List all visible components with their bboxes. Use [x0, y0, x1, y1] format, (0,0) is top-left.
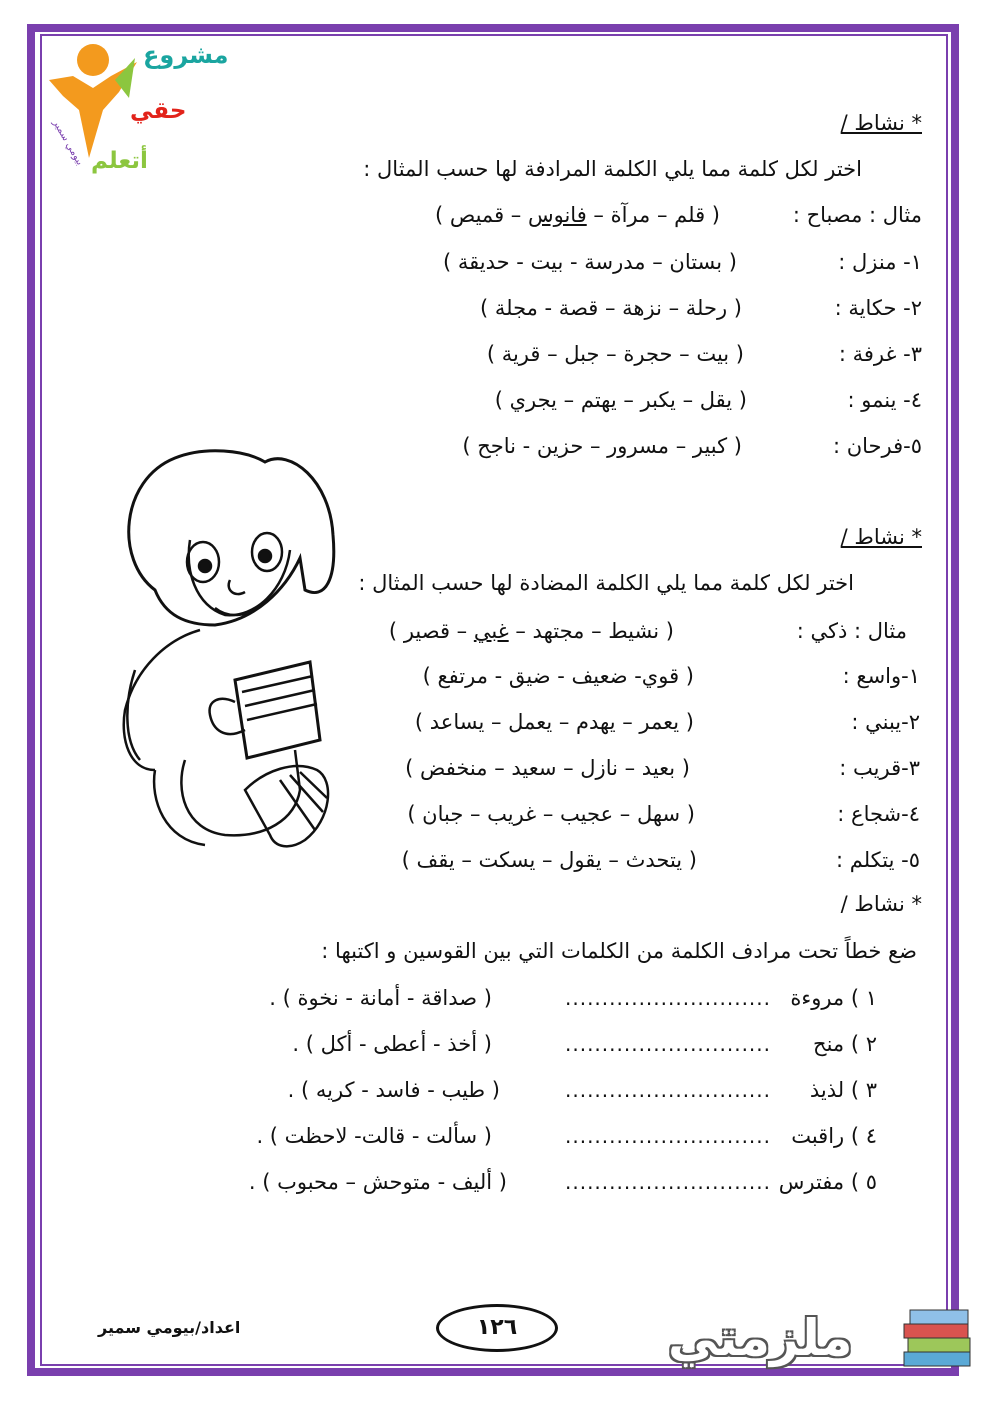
- activity-3-heading: * نشاط /: [840, 892, 922, 916]
- answer-blank[interactable]: ............................: [565, 1124, 772, 1148]
- brand-name: ملزمتي: [668, 1309, 853, 1367]
- logo-side-text: بيومي سمير: [50, 118, 86, 168]
- activity-1-item-label: ١- منزل :: [838, 250, 922, 274]
- activity-2-heading-text: * نشاط /: [840, 525, 922, 549]
- project-logo: [45, 40, 229, 190]
- activity-1-item-label: ٣- غرفة :: [838, 342, 922, 366]
- activity-2-item-label: ٤-شجاع :: [837, 802, 920, 826]
- activity-2-example-options: ( نشيط – مجتهد – غبي – قصير ): [388, 619, 674, 643]
- girl-with-book-icon: [95, 440, 350, 865]
- activity-3-item-label: ٣ ) لذيذ: [809, 1078, 877, 1102]
- activity-2-item-label: ٥- يتكلم :: [836, 848, 920, 872]
- activity-3-item-options: ( طيب - فاسد - كريه ) .: [287, 1078, 500, 1102]
- activity-3-item-label: ٥ ) مفترس: [778, 1170, 877, 1194]
- answer-blank[interactable]: ............................: [565, 1032, 772, 1056]
- activity-1-item-label: ٤- ينمو :: [847, 388, 922, 412]
- activity-2-item-options: ( بعيد – نازل – سعيد – منخفض ): [405, 756, 690, 780]
- activity-2-example-label: مثال : ذكي :: [796, 619, 907, 643]
- activity-1-example-options: ( قلم – مرآة – فانوس – قميص ): [434, 203, 720, 227]
- activity-2-heading: [841, 524, 922, 550]
- answer-blank[interactable]: ............................: [565, 1078, 772, 1102]
- activity-2-item-options: ( يتحدث – يقول – يسكت – يقف ): [401, 848, 697, 872]
- activity-3-item-options: ( سألت - قالت- لاحظت ) .: [256, 1124, 492, 1148]
- activity-3-instruction: ضع خطاً تحت مرادف الكلمة من الكلمات التي بين القوسين و اكتبها :: [321, 939, 917, 963]
- activity-2-item-label: ١-واسع :: [842, 664, 920, 688]
- activity-2-item-label: ٣-قريب :: [839, 756, 920, 780]
- page-number: ١٢٦: [436, 1304, 558, 1352]
- activity-1-item-options: ( بيت – حجرة – جبل – قرية ): [486, 342, 744, 366]
- activity-3-item-label: ١ ) مروءة: [790, 986, 877, 1010]
- activity-2-instruction: اختر لكل كلمة مما يلي الكلمة المضادة لها حسب المثال :: [358, 571, 854, 595]
- activity-3-item-options: ( أخذ - أعطى - أكل ) .: [292, 1032, 492, 1056]
- activity-1-item-options: ( كبير – مسرور – حزين - ناجح ): [462, 434, 742, 458]
- example-answer: غبي: [473, 619, 509, 643]
- logo-line-1: مشروع: [143, 41, 229, 69]
- author-credit: اعداد/بيومي سمير: [98, 1318, 241, 1337]
- activity-1-example-label: مثال : مصباح :: [792, 203, 922, 227]
- activity-3-item-options: ( أليف - متوحش – محبوب ) .: [248, 1170, 507, 1194]
- activity-1-item-options: ( رحلة – نزهة – قصة - مجلة ): [480, 296, 742, 320]
- activity-2-item-options: ( يعمر – يهدم – يعمل – يساعد ): [414, 710, 694, 734]
- activity-2-item-label: ٢-يبني :: [851, 710, 920, 734]
- activity-1-heading-text: * نشاط /: [840, 111, 922, 135]
- answer-blank[interactable]: ............................: [565, 986, 772, 1010]
- activity-2-item-options: ( قوي- ضعيف - ضيق - مرتفع ): [422, 664, 694, 688]
- activity-2-item-options: ( سهل – عجيب – غريب – جبان ): [407, 802, 695, 826]
- activity-1-item-label: ٢- حكاية :: [834, 296, 922, 320]
- activity-1-heading: [841, 110, 922, 136]
- brand-logo: [668, 1300, 978, 1380]
- activity-1-item-label: ٥-فرحان :: [832, 434, 922, 458]
- activity-1-instruction: اختر لكل كلمة مما يلي الكلمة المرادفة لها حسب المثال :: [363, 157, 862, 181]
- example-answer: فانوس: [527, 203, 587, 227]
- activity-3-item-options: ( صداقة - أمانة - نخوة ) .: [269, 986, 492, 1010]
- activity-3-item-label: ٢ ) منح: [813, 1032, 877, 1056]
- logo-line-3: أتعلم: [91, 148, 148, 174]
- activity-1-item-options: ( يقل – يكبر – يهتم – يجري ): [494, 388, 747, 412]
- girl-illustration: [95, 440, 350, 865]
- logo-line-2: حقي: [130, 98, 187, 124]
- activity-3-item-label: ٤ ) راقبت: [791, 1124, 877, 1148]
- answer-blank[interactable]: ............................: [565, 1170, 772, 1194]
- activity-1-item-options: ( بستان – مدرسة - بيت - حديقة ): [443, 250, 737, 274]
